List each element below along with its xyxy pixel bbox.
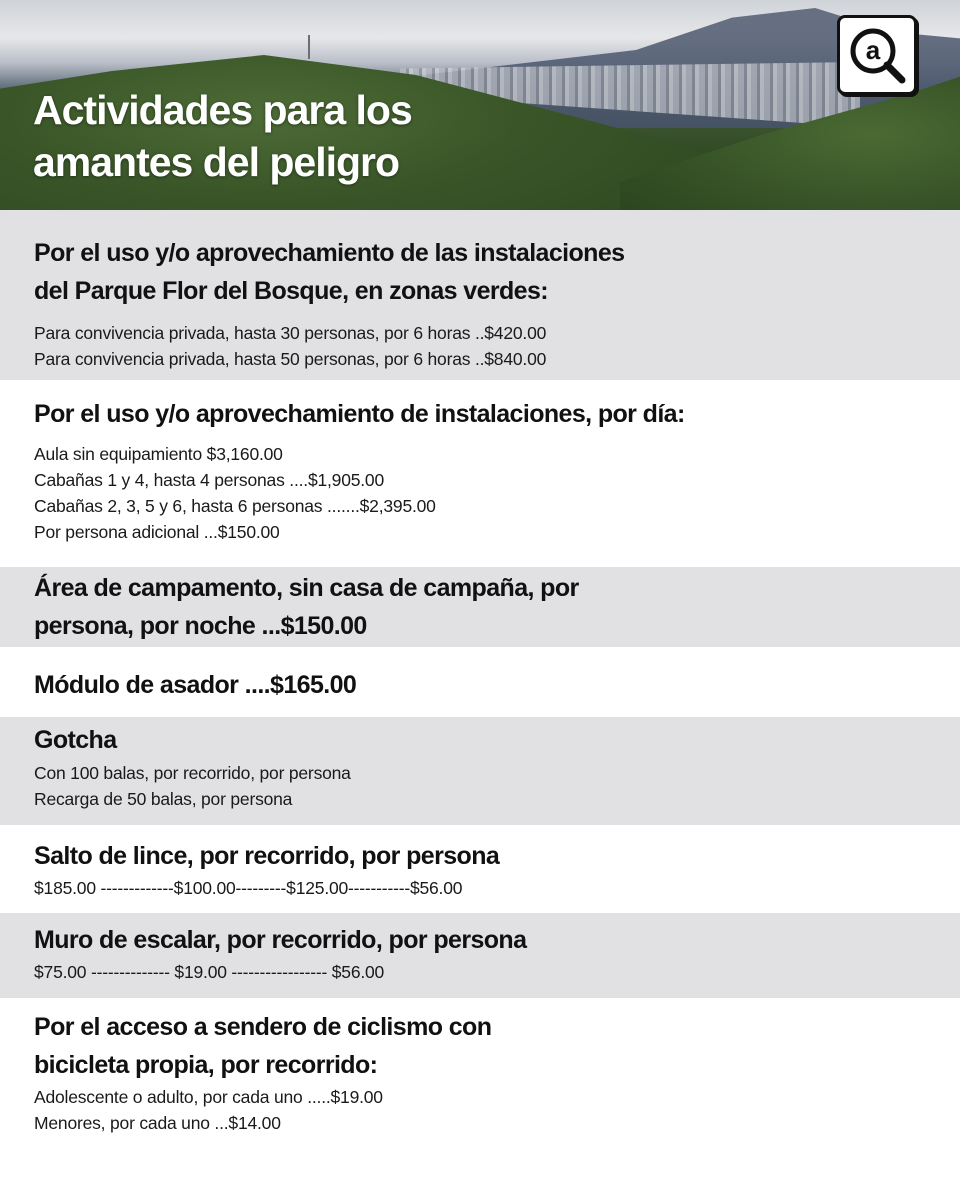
section-muro-de-escalar (0, 913, 960, 998)
section-zonas-verdes (0, 210, 960, 380)
page-title (33, 84, 412, 188)
price-list (34, 1084, 960, 1136)
title-line-1: Actividades para los (33, 87, 412, 133)
section-title (34, 721, 960, 759)
section-ciclismo (0, 998, 960, 1200)
section-title (34, 921, 960, 959)
price-list (34, 959, 960, 985)
list-item: Recarga de 50 balas, por persona (34, 789, 293, 809)
list-item: Para convivencia privada, hasta 50 personas, por 6 horas ..$840.00 (34, 349, 547, 369)
section-title-line: persona, por noche ...$150.00 (34, 612, 367, 640)
section-title-line: Por el acceso a sendero de ciclismo con (34, 1013, 492, 1041)
list-item: Menores, por cada uno ...$14.00 (34, 1113, 281, 1133)
section-title (34, 234, 960, 310)
svg-text:a: a (865, 35, 881, 65)
title-line-2: amantes del peligro (33, 139, 400, 185)
at-magnifier-icon (846, 24, 908, 86)
list-item: Aula sin equipamiento $3,160.00 (34, 444, 283, 464)
price-list (34, 760, 960, 812)
section-title-line: Por el uso y/o aprovechamiento de instalaciones, por día: (34, 400, 685, 428)
section-title (34, 395, 960, 433)
section-title-line: Por el uso y/o aprovechamiento de las instalaciones (34, 239, 625, 267)
list-item: $185.00 -------------$100.00---------$125.00-----------$56.00 (34, 878, 463, 898)
brand-logo (837, 15, 917, 95)
section-title (34, 666, 960, 704)
section-title-line: Área de campamento, sin casa de campaña, por (34, 574, 579, 602)
price-list (34, 441, 960, 545)
list-item: Adolescente o adulto, por cada uno .....$19.00 (34, 1087, 383, 1107)
hero-banner (0, 0, 960, 210)
section-campamento (0, 567, 960, 647)
section-title-line: del Parque Flor del Bosque, en zonas verdes: (34, 277, 549, 305)
list-item: Por persona adicional ...$150.00 (34, 522, 280, 542)
section-title (34, 837, 960, 875)
section-title (34, 1008, 960, 1084)
list-item: Para convivencia privada, hasta 30 personas, por 6 horas ..$420.00 (34, 323, 547, 343)
section-gotcha (0, 717, 960, 825)
section-asador (0, 647, 960, 717)
price-list (34, 875, 960, 901)
list-item: Con 100 balas, por recorrido, por persona (34, 763, 351, 783)
section-title-line: Módulo de asador ....$165.00 (34, 671, 357, 699)
section-title-line: Muro de escalar, por recorrido, por persona (34, 926, 527, 954)
section-salto-de-lince (0, 825, 960, 913)
antenna (308, 35, 310, 59)
section-instalaciones-por-dia (0, 380, 960, 567)
list-item: Cabañas 2, 3, 5 y 6, hasta 6 personas .......$2,395.00 (34, 496, 436, 516)
list-item: $75.00 -------------- $19.00 ----------------- $56.00 (34, 962, 385, 982)
section-title (34, 569, 960, 645)
section-title-line: bicicleta propia, por recorrido: (34, 1051, 378, 1079)
section-title-line: Salto de lince, por recorrido, por persona (34, 842, 500, 870)
price-list (34, 320, 960, 372)
list-item: Cabañas 1 y 4, hasta 4 personas ....$1,905.00 (34, 470, 384, 490)
section-title-line: Gotcha (34, 726, 117, 754)
